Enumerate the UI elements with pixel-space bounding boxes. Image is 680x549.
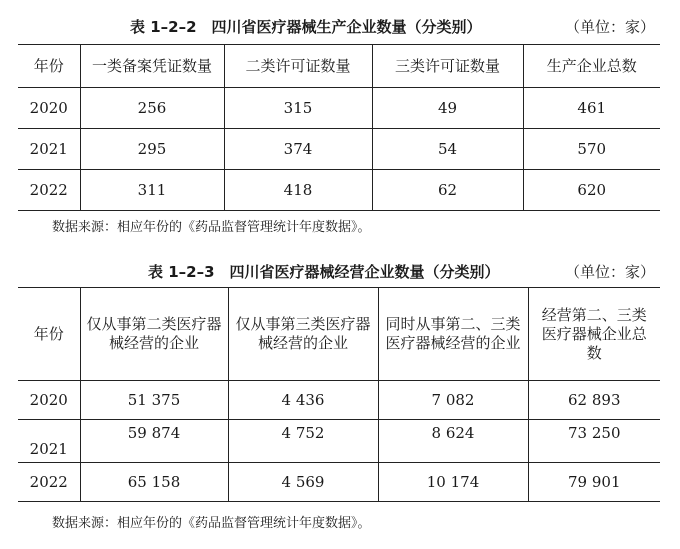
cell-value: 315 xyxy=(224,88,372,129)
header-class2-and-3: 同时从事第二、三类医疗器械经营的企业 xyxy=(378,288,528,381)
table-row xyxy=(18,129,660,170)
production-enterprise-table xyxy=(18,44,660,211)
cell-value: 73 250 xyxy=(528,420,660,463)
cell-value: 10 174 xyxy=(378,463,528,502)
cell-year: 2021 xyxy=(18,420,80,463)
cell-value: 59 874 xyxy=(80,420,228,463)
table-row xyxy=(18,381,660,420)
header-year: 年份 xyxy=(18,288,80,381)
table1-caption-bar xyxy=(0,12,680,38)
table2-title: 表 1–2–3 四川省医疗器械经营企业数量（分类别） xyxy=(148,263,500,281)
cell-value: 374 xyxy=(224,129,372,170)
header-class3: 三类许可证数量 xyxy=(372,45,523,88)
cell-value: 570 xyxy=(523,129,660,170)
table1-title: 表 1–2–2 四川省医疗器械生产企业数量（分类别） xyxy=(130,18,482,36)
table-row xyxy=(18,170,660,211)
cell-year: 2020 xyxy=(18,88,80,129)
header-class2: 二类许可证数量 xyxy=(224,45,372,88)
header-year: 年份 xyxy=(18,45,80,88)
table-header-row xyxy=(18,45,660,88)
cell-value: 620 xyxy=(523,170,660,211)
cell-value: 4 436 xyxy=(228,381,378,420)
cell-value: 51 375 xyxy=(80,381,228,420)
cell-value: 311 xyxy=(80,170,224,211)
cell-value: 418 xyxy=(224,170,372,211)
cell-value: 54 xyxy=(372,129,523,170)
cell-value: 65 158 xyxy=(80,463,228,502)
cell-value: 8 624 xyxy=(378,420,528,463)
cell-value: 256 xyxy=(80,88,224,129)
cell-value: 4 569 xyxy=(228,463,378,502)
cell-year: 2020 xyxy=(18,381,80,420)
cell-value: 62 893 xyxy=(528,381,660,420)
cell-year: 2021 xyxy=(18,129,80,170)
table2-unit: （单位：家） xyxy=(565,263,656,281)
header-class2-only: 仅从事第二类医疗器械经营的企业 xyxy=(80,288,228,381)
header-total: 生产企业总数 xyxy=(523,45,660,88)
table-header-row xyxy=(18,288,660,381)
operation-enterprise-table xyxy=(18,287,660,502)
table1-source-note: 数据来源：相应年份的《药品监督管理统计年度数据》。 xyxy=(52,220,371,235)
table2-source-note: 数据来源：相应年份的《药品监督管理统计年度数据》。 xyxy=(52,516,371,531)
cell-value: 461 xyxy=(523,88,660,129)
header-total: 经营第二、三类医疗器械企业总数 xyxy=(528,288,660,381)
table-row xyxy=(18,420,660,463)
header-class3-only: 仅从事第三类医疗器械经营的企业 xyxy=(228,288,378,381)
table-row xyxy=(18,88,660,129)
cell-year: 2022 xyxy=(29,180,68,199)
cell-year: 2022 xyxy=(29,472,68,491)
cell-value: 295 xyxy=(80,129,224,170)
cell-value: 62 xyxy=(372,170,523,211)
cell-value: 7 082 xyxy=(378,381,528,420)
cell-value: 49 xyxy=(372,88,523,129)
cell-value: 4 752 xyxy=(228,420,378,463)
table-row xyxy=(18,463,660,502)
header-class1: 一类备案凭证数量 xyxy=(80,45,224,88)
table2-caption-bar xyxy=(0,257,680,283)
table1-unit: （单位：家） xyxy=(565,18,656,36)
cell-value: 79 901 xyxy=(528,463,660,502)
